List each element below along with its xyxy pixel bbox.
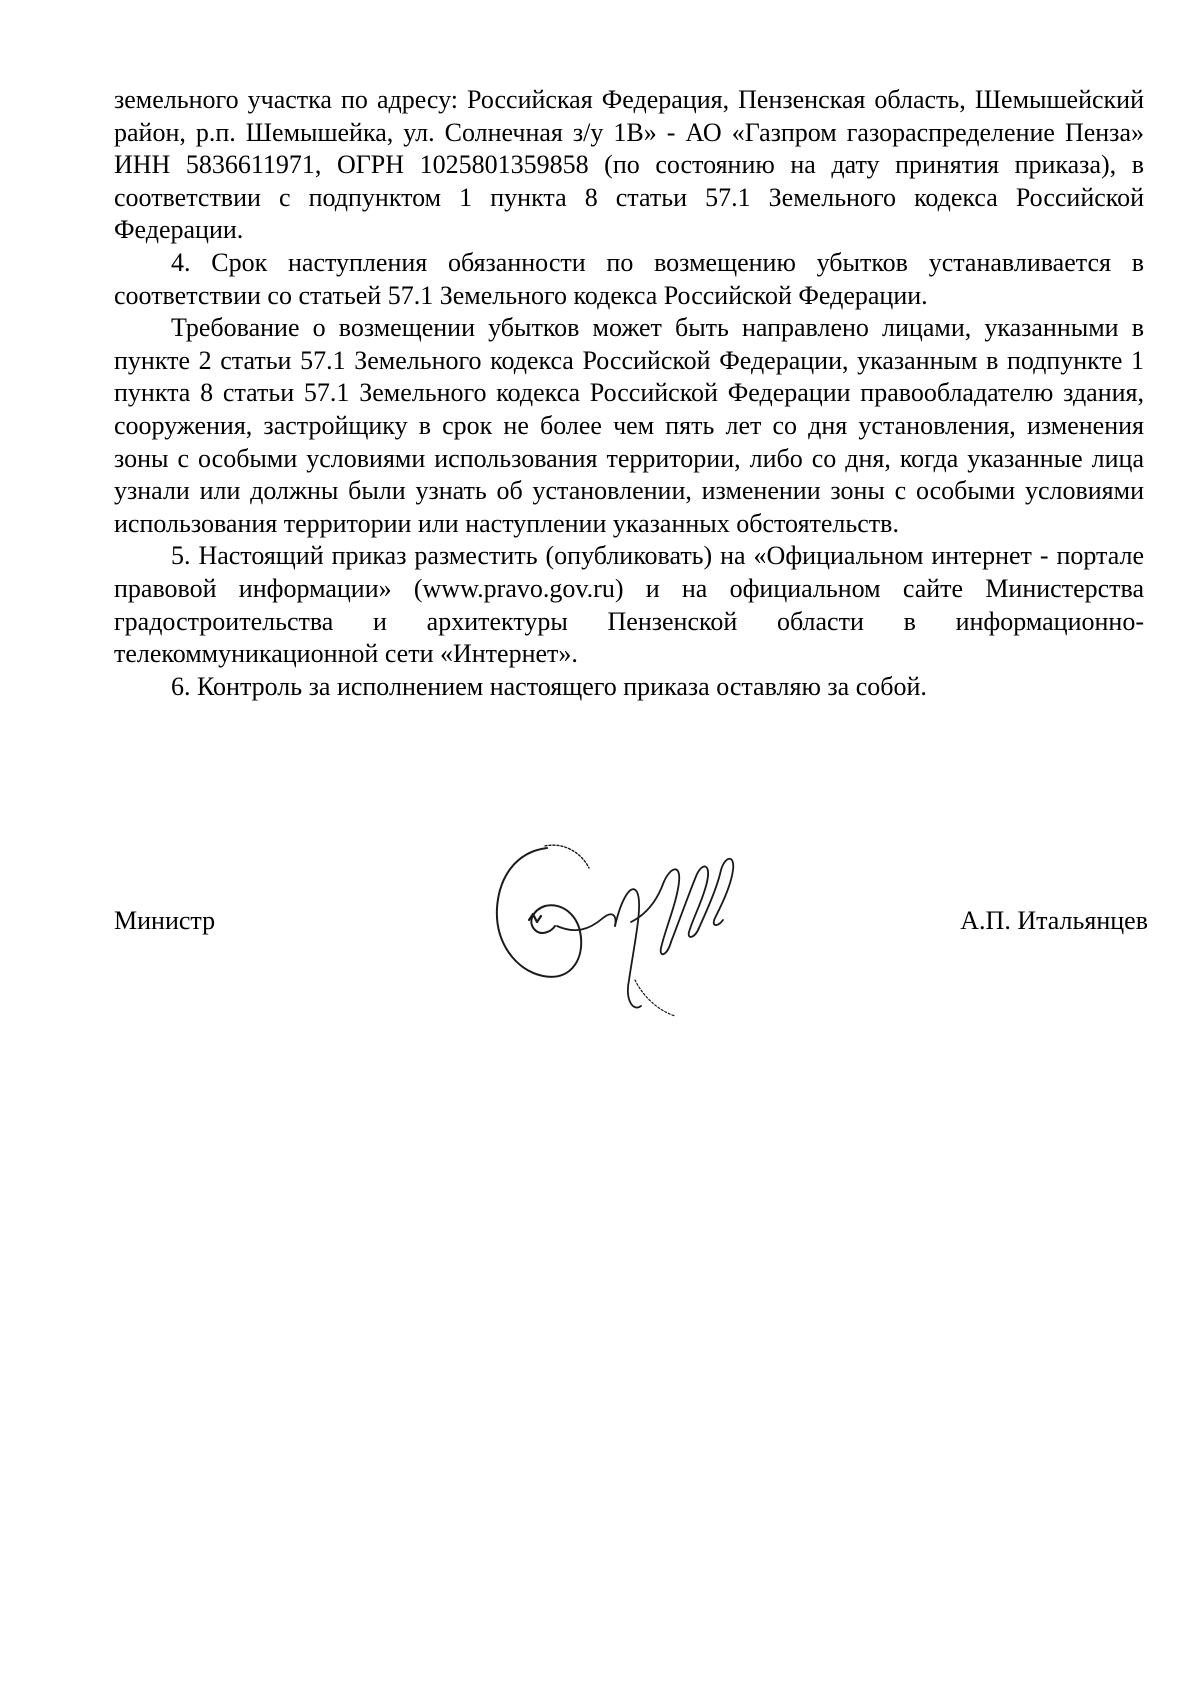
signatory-position: Министр [114,906,216,935]
document-body [114,84,1144,703]
paragraph-item-6: 6. Контроль за исполнением настоящего приказа оставляю за собой. [171,671,927,701]
handwritten-signature [485,830,770,1020]
paragraph-item-5: 5. Настоящий приказ разместить (опубликовать) на «Официальном интернет - портале правовой информации» (www.pravo.gov.ru) и на официальном сайте Министерства градостроительства и архитектуры Пензенской области в информационно-телекоммуникационной сети «Интернет». [114,541,1144,669]
paragraph-continuation: земельного участка по адресу: Российская Федерация, Пензенская область, Шемышейский район, р.п. Шемышейка, ул. Солнечная з/у 1В» - АО «Газпром газораспределение Пенза» ИНН 5836611971, ОГРН 1025801359858 (по состоянию на дату принятия приказа), в соответствии с подпунктом 1 пункта 8 статьи 57.1 Земельного кодекса Российской Федерации. [114,85,1144,245]
paragraph-item-4: 4. Срок наступления обязанности по возмещению убытков устанавливается в соответствии со статьей 57.1 Земельного кодекса Российской Федерации. [114,247,1144,310]
paragraph-damages-claim: Требование о возмещении убытков может быть направлено лицами, указанными в пункте 2 статьи 57.1 Земельного кодекса Российской Федерации, указанным в подпункте 1 пункта 8 статьи 57.1 Земельного кодекса Российской Федерации правообладателю здания, сооружения, застройщику в срок не более чем пять лет со дня установления, изменения зоны с особыми условиями использования территории, либо со дня, когда указанные лица узнали или должны были узнать об установлении, изменении зоны с особыми условиями использования территории или наступлении указанных обстоятельств. [114,313,1144,538]
signatory-name: А.П. Итальянцев [960,906,1148,935]
